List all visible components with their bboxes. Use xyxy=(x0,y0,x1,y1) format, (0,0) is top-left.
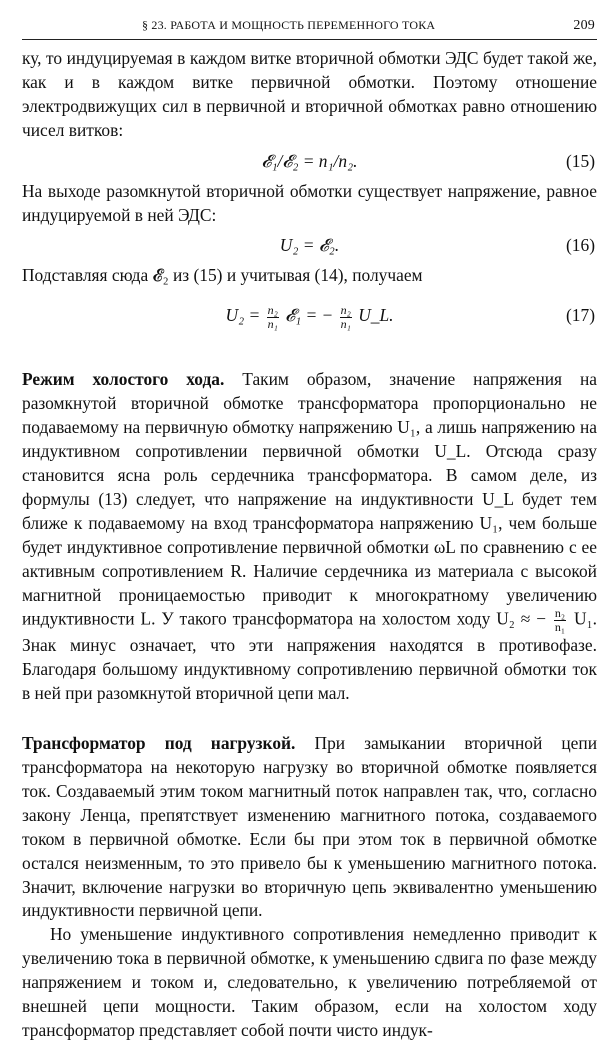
running-header xyxy=(22,18,597,40)
book-page xyxy=(22,18,597,1043)
equation-17-fraction-1 xyxy=(267,304,279,331)
paragraph-final: Но уменьшение индуктивного сопротивления немедленно приводит к увеличению тока в первичной обмотке, к уменьшению сдвига по фазе между напряжением и током и, следовательно, к увеличению потребляемой от внешней цепи мощности. Таким образом, если на холостом ходу трансформатор представляет собой почти чисто индук- xyxy=(22,924,597,1040)
fraction-numerator: n₂ xyxy=(554,606,566,621)
paragraph-intro: ку, то индуцируемая в каждом витке вторичной обмотки ЭДС будет такой же, как и в каждом витке первичной обмотки. Поэтому отношение электродвижущих сил в первичной и вторичной обмотках равно отношению чисел витков: xyxy=(22,48,597,140)
section-idle-heading: Режим холостого хода. xyxy=(22,369,225,390)
equation-17-expr xyxy=(22,288,597,342)
equation-17-mid: 𝓔₁ = − xyxy=(285,305,334,326)
section-idle-mode xyxy=(22,368,597,706)
spacer xyxy=(22,706,597,732)
equation-17 xyxy=(22,288,597,342)
header-title: § 23. РАБОТА И МОЩНОСТЬ ПЕРЕМЕННОГО ТОКА xyxy=(142,18,436,32)
equation-17-lhs: U₂ = xyxy=(225,305,261,326)
fraction-denominator: n₁ xyxy=(267,316,278,331)
section-idle-text-b: U₁. Знак минус означает, что эти напряжения находятся в противофазе. Благодаря большому индуктивному сопротивлению первичной обмотки ток в ней при разомкнутой вторичной цепи мал. xyxy=(22,608,597,704)
section-idle-text-a: Таким образом, значение напряжения на разомкнутой вторичной обмотке трансформатора пропорционально не подаваемому на первичную обмотку напряжению U₁, а лишь напряжению на индуктивном сопротивлении первичной обмотки U_L. Отсюда сразу становится ясна роль сердечника трансформатора. В самом деле, из формулы (13) следует, что напряжение на индуктивности U_L будет тем ближе к подаваемому на вход трансформатора напряжению U₁, чем больше будет индуктивное сопротивление первичной обмотки ωL по сравнению с ее активным сопротивлением R. Наличие сердечника из материала с высокой магнитной проницаемостью приводит к многократному увеличению индуктивности L. У такого трансформатора на холостом ходу U₂ ≈ − xyxy=(22,369,597,629)
equation-16-expr: U₂ = 𝓔₂. xyxy=(279,235,340,256)
section-load-heading: Трансформатор под нагрузкой. xyxy=(22,733,296,754)
equation-16 xyxy=(22,227,597,264)
equation-16-number: (16) xyxy=(566,235,595,256)
body-text xyxy=(22,47,597,1043)
section-load-text: При замыкании вторичной цепи трансформатора на некоторую нагрузку во вторичной обмотке появляется ток. Создаваемый этим током магнитный поток направлен так, что, согласно закону Ленца, препятствует изменению магнитного потока, создаваемого током в первичной обмотке. Если бы при этом ток в первичной обмотке остался неизменным, то это привело бы к уменьшению магнитного потока. Значит, включение нагрузки во вторичную цепь эквивалентно уменьшению индуктивности первичной цепи. xyxy=(22,733,598,921)
equation-15-expr: 𝓔₁/𝓔₂ = n₁/n₂. xyxy=(261,150,358,171)
paragraph-output-voltage: На выходе разомкнутой вторичной обмотки существует напряжение, равное индуцируемой в ней ЭДС: xyxy=(22,180,597,225)
page-number: 209 xyxy=(573,18,595,33)
idle-ratio-fraction xyxy=(554,607,566,634)
equation-15 xyxy=(22,143,597,180)
equation-17-number: (17) xyxy=(566,305,595,326)
spacer xyxy=(22,342,597,368)
fraction-denominator: n₁ xyxy=(554,620,566,635)
paragraph-substitution: Подставляя сюда 𝓔₂ из (15) и учитывая (14), получаем xyxy=(22,265,423,286)
equation-17-rhs: U_L. xyxy=(358,305,394,326)
section-load xyxy=(22,732,597,923)
fraction-denominator: n₁ xyxy=(340,316,351,331)
equation-17-fraction-2 xyxy=(340,304,352,331)
fraction-numerator: n₂ xyxy=(340,302,351,317)
equation-15-number: (15) xyxy=(566,150,595,171)
fraction-numerator: n₂ xyxy=(267,302,278,317)
